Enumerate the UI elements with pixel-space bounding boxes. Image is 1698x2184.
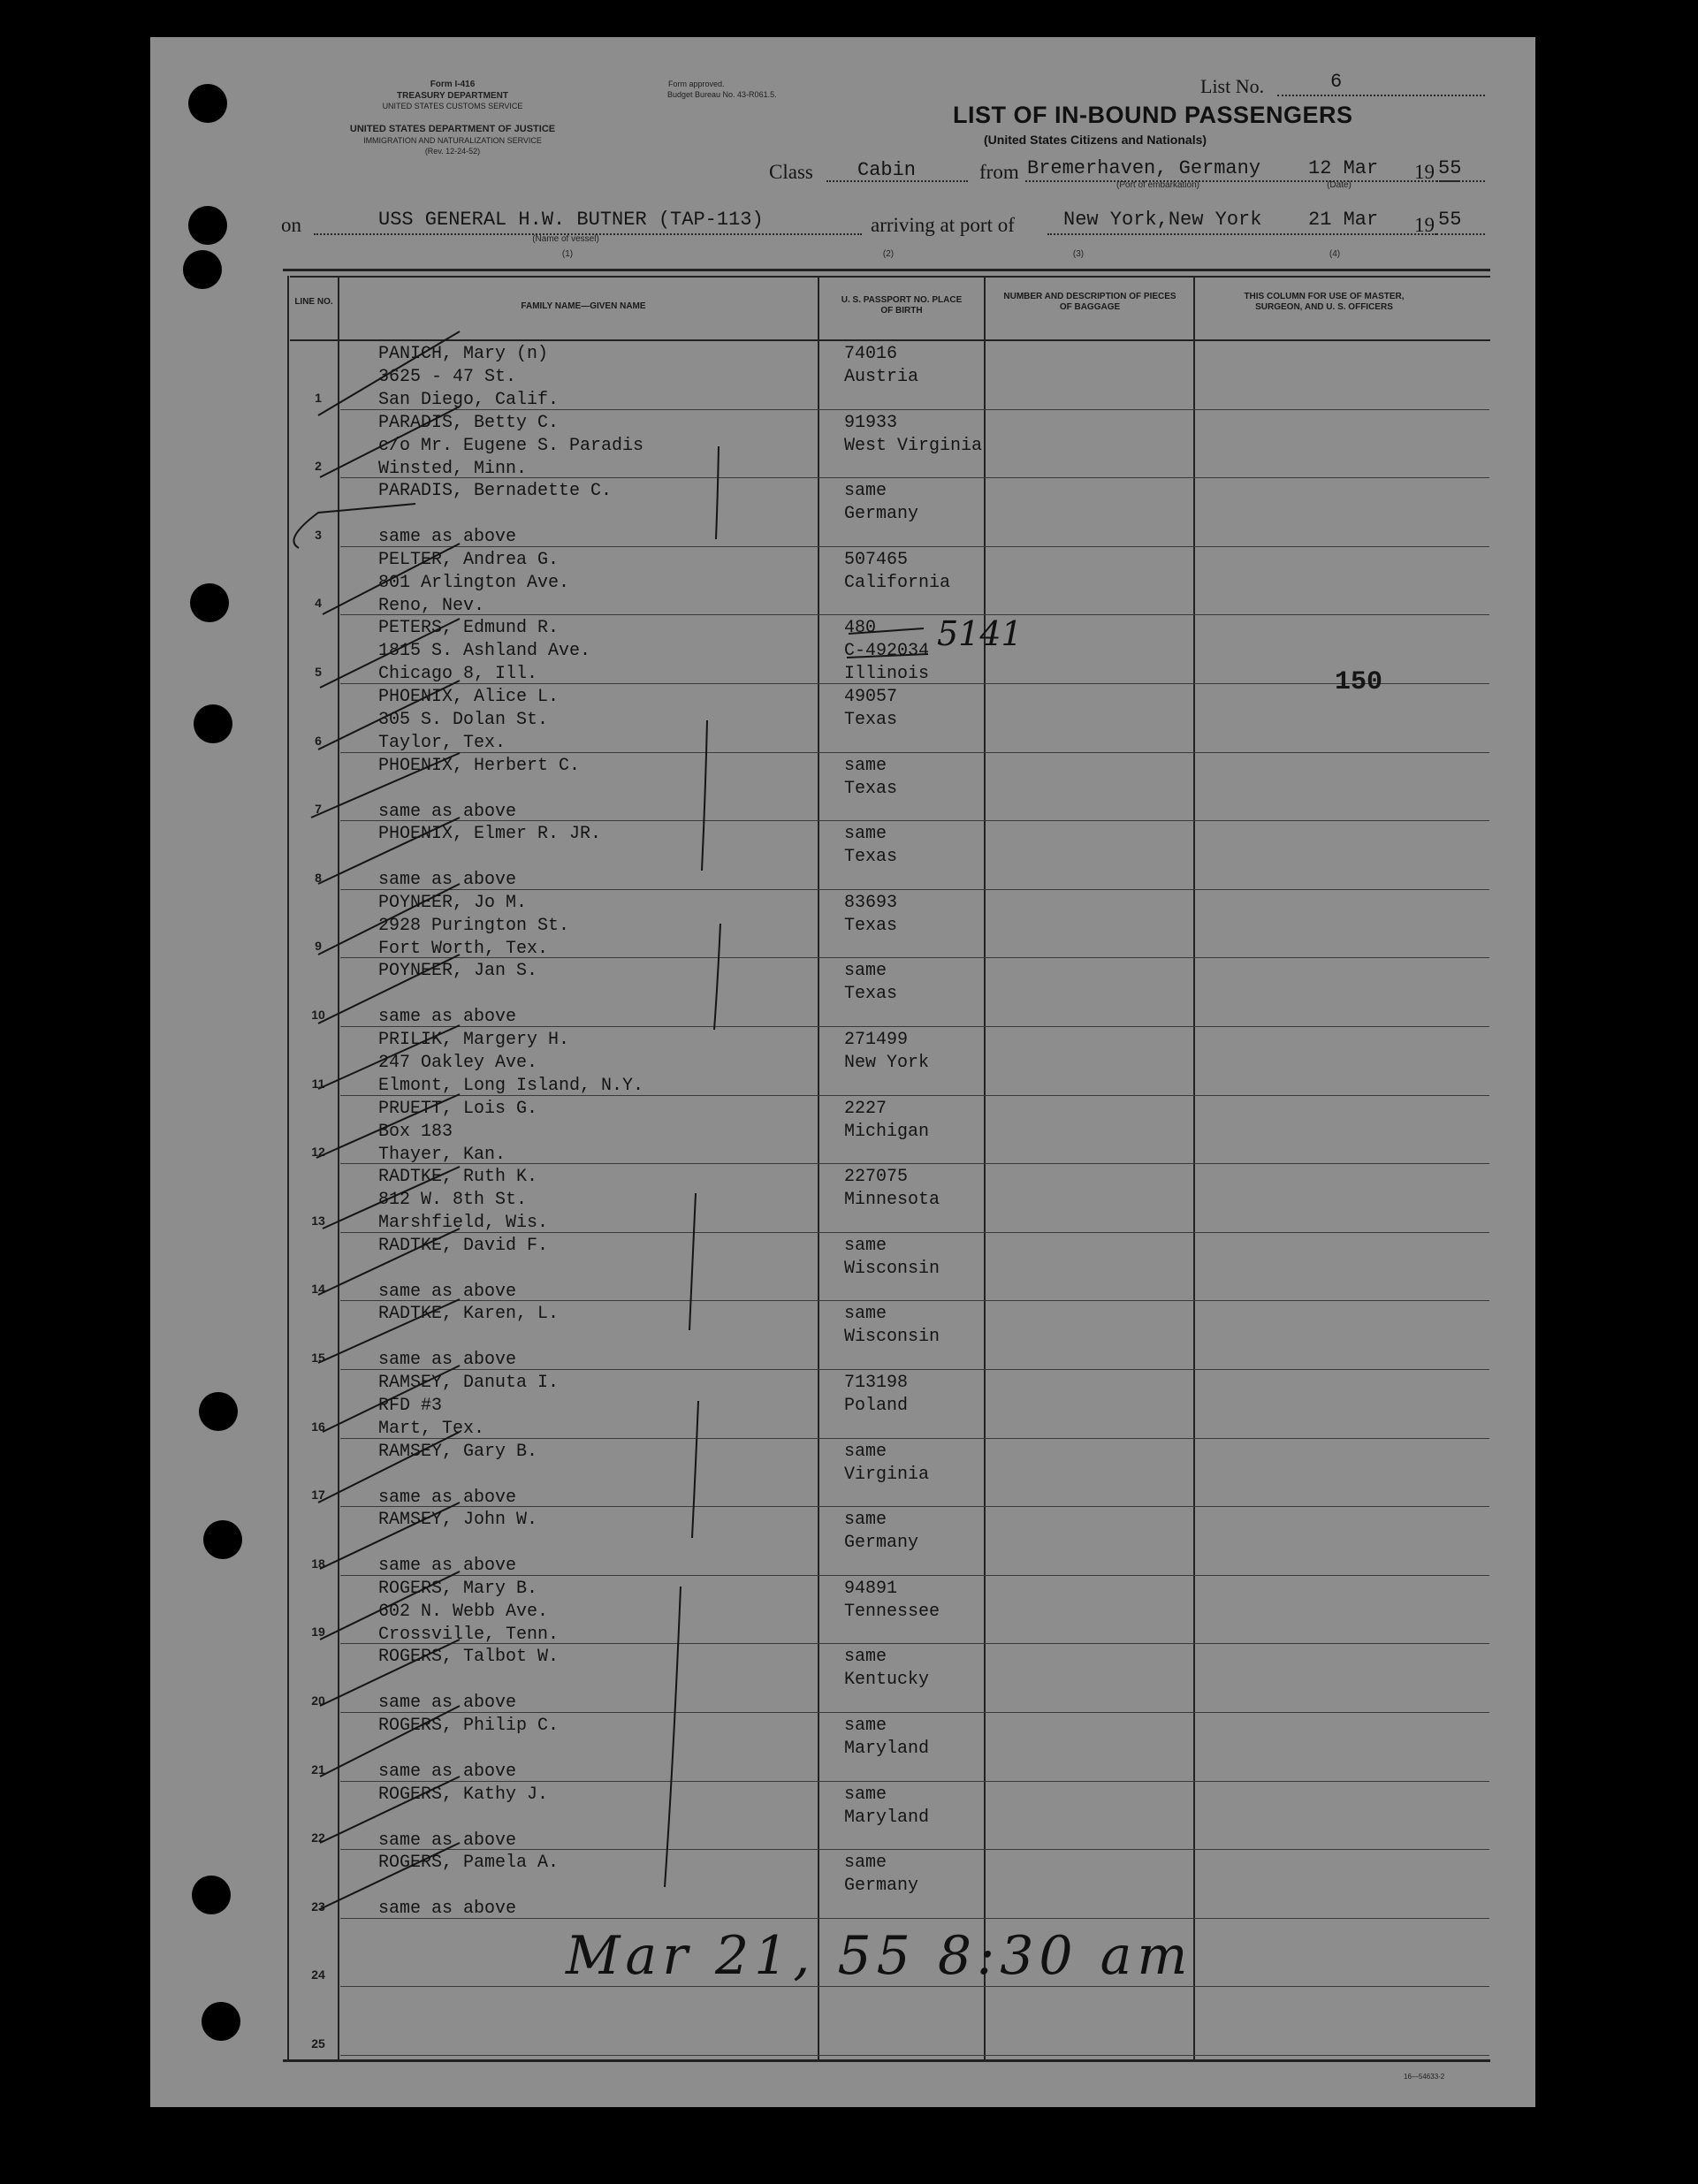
place-of-birth: California bbox=[844, 572, 951, 593]
place-of-birth: Germany bbox=[844, 1533, 919, 1554]
customs-label: UNITED STATES CUSTOMS SERVICE bbox=[382, 102, 523, 110]
place-of-birth: New York bbox=[844, 1053, 930, 1073]
passenger-address: 812 W. 8th St. bbox=[378, 1190, 528, 1211]
passenger-address: 3625 - 47 St. bbox=[378, 367, 517, 387]
form-code: 16—54633-2 bbox=[1404, 2073, 1445, 2081]
passport-number: 2227 bbox=[844, 1098, 887, 1119]
col-header-baggage: NUMBER AND DESCRIPTION OF PIECES OF BAGGAGE bbox=[1003, 292, 1176, 312]
col-header-line-no: LINE NO. bbox=[294, 297, 333, 307]
line-number: 2 bbox=[315, 459, 322, 474]
approval-label: Form approved. bbox=[668, 80, 725, 88]
passenger-name: PANICH, Mary (n) bbox=[378, 344, 549, 364]
line-number: 18 bbox=[311, 1556, 325, 1571]
passenger-address: 1815 S. Ashland Ave. bbox=[378, 641, 591, 662]
arrival-year-prefix: 19 bbox=[1414, 214, 1435, 236]
passenger-address: Taylor, Tex. bbox=[378, 733, 506, 753]
justice-label: UNITED STATES DEPARTMENT OF JUSTICE bbox=[349, 124, 556, 134]
revision-label: (Rev. 12-24-52) bbox=[424, 147, 481, 156]
passenger-name: RAMSEY, Gary B. bbox=[378, 1441, 538, 1462]
passenger-name: ROGERS, Kathy J. bbox=[378, 1784, 549, 1805]
col2-caption: (2) bbox=[882, 249, 895, 259]
page-title: LIST OF IN-BOUND PASSENGERS bbox=[953, 102, 1353, 128]
place-of-birth: Maryland bbox=[844, 1739, 930, 1759]
passenger-address: same as above bbox=[378, 1830, 517, 1851]
list-no-value: 6 bbox=[1330, 71, 1343, 93]
passport-number: same bbox=[844, 1853, 887, 1874]
col1-caption: (1) bbox=[561, 249, 574, 259]
passport-number: 507465 bbox=[844, 549, 909, 570]
passenger-name: PHOENIX, Elmer R. JR. bbox=[378, 824, 602, 845]
passport-number: 94891 bbox=[844, 1578, 898, 1599]
col3-caption: (3) bbox=[1072, 249, 1085, 259]
line-number: 10 bbox=[311, 1008, 325, 1022]
passenger-name: PHOENIX, Herbert C. bbox=[378, 755, 581, 776]
passenger-address: Crossville, Tenn. bbox=[378, 1624, 560, 1645]
passport-number: C-492034 bbox=[844, 641, 930, 662]
passenger-address: Marshfield, Wis. bbox=[378, 1213, 549, 1234]
line-number: 14 bbox=[311, 1282, 325, 1297]
passport-correction: 5141 bbox=[937, 614, 1023, 653]
passenger-address: same as above bbox=[378, 527, 517, 548]
place-of-birth: Germany bbox=[844, 1876, 919, 1897]
list-no-label: List No. bbox=[1200, 75, 1265, 97]
passenger-name: RADTKE, Ruth K. bbox=[378, 1167, 538, 1188]
passenger-address: same as above bbox=[378, 870, 517, 891]
place-of-birth: Texas bbox=[844, 847, 898, 868]
passenger-address: San Diego, Calif. bbox=[378, 390, 560, 410]
passport-number: 271499 bbox=[844, 1030, 909, 1050]
passenger-name: ROGERS, Mary B. bbox=[378, 1578, 538, 1599]
on-label: on bbox=[281, 214, 301, 236]
passenger-address: c/o Mr. Eugene S. Paradis bbox=[378, 435, 644, 456]
passport-number: 83693 bbox=[844, 892, 898, 913]
passenger-address: 801 Arlington Ave. bbox=[378, 572, 570, 593]
place-of-birth: Michigan bbox=[844, 1121, 930, 1142]
passenger-address: same as above bbox=[378, 1007, 517, 1028]
line-number: 12 bbox=[311, 1145, 325, 1160]
embark-port: Bremerhaven, Germany bbox=[1027, 157, 1261, 179]
passport-number: 91933 bbox=[844, 412, 898, 433]
page-subtitle: (United States Citizens and Nationals) bbox=[984, 133, 1207, 147]
from-label: from bbox=[979, 161, 1019, 183]
passport-number: same bbox=[844, 1304, 887, 1325]
passenger-address: same as above bbox=[378, 1762, 517, 1782]
passenger-address: Box 183 bbox=[378, 1121, 453, 1142]
passenger-name: ROGERS, Pamela A. bbox=[378, 1853, 560, 1874]
embark-date: 12 Mar bbox=[1308, 157, 1379, 179]
line-number: 11 bbox=[311, 1076, 325, 1091]
passport-number: same bbox=[844, 1441, 887, 1462]
passport-number: 713198 bbox=[844, 1373, 909, 1393]
passenger-address: RFD #3 bbox=[378, 1396, 443, 1416]
place-of-birth: Minnesota bbox=[844, 1190, 940, 1211]
passenger-name: RADTKE, David F. bbox=[378, 1235, 549, 1256]
line-number: 19 bbox=[311, 1625, 325, 1640]
officer-mark: 150 bbox=[1335, 667, 1383, 697]
passenger-address: same as above bbox=[378, 1556, 517, 1577]
passenger-address: same as above bbox=[378, 1693, 517, 1714]
passenger-name: ROGERS, Philip C. bbox=[378, 1716, 560, 1736]
line-number: 9 bbox=[315, 939, 322, 954]
line-number: 22 bbox=[311, 1830, 325, 1845]
passenger-name: PETERS, Edmund R. bbox=[378, 618, 560, 639]
form-number: Form I-416 bbox=[430, 80, 476, 89]
date-caption: (Date) bbox=[1327, 180, 1352, 190]
passenger-name: PRUETT, Lois G. bbox=[378, 1098, 538, 1119]
passport-number: same bbox=[844, 1510, 887, 1531]
line-number: 6 bbox=[315, 733, 322, 748]
place-of-birth: Tennessee bbox=[844, 1601, 940, 1622]
passenger-name: RAMSEY, Danuta I. bbox=[378, 1373, 560, 1393]
passport-number: 49057 bbox=[844, 687, 898, 707]
passenger-address: Fort Worth, Tex. bbox=[378, 938, 549, 959]
passenger-address: same as above bbox=[378, 1281, 517, 1302]
place-of-birth: West Virginia bbox=[844, 435, 983, 456]
line-number: 1 bbox=[315, 390, 322, 405]
arrival-port: New York,New York bbox=[1063, 209, 1262, 231]
passenger-address: 305 S. Dolan St. bbox=[378, 710, 549, 730]
col-header-name: FAMILY NAME—GIVEN NAME bbox=[521, 301, 646, 311]
embark-caption: (Port of embarkation) bbox=[1116, 180, 1199, 190]
passenger-address: 247 Oakley Ave. bbox=[378, 1053, 538, 1073]
passenger-name: RAMSEY, John W. bbox=[378, 1510, 538, 1531]
passport-number: same bbox=[844, 1784, 887, 1805]
passenger-address: Mart, Tex. bbox=[378, 1419, 485, 1439]
line-number: 23 bbox=[311, 1899, 325, 1914]
embark-year: 55 bbox=[1438, 157, 1462, 179]
passenger-address: Elmont, Long Island, N.Y. bbox=[378, 1076, 644, 1096]
passenger-name: ROGERS, Talbot W. bbox=[378, 1647, 560, 1668]
place-of-birth: Wisconsin bbox=[844, 1327, 940, 1348]
budget-label: Budget Bureau No. 43-R061.5. bbox=[667, 90, 777, 99]
passenger-address: Reno, Nev. bbox=[378, 595, 485, 616]
place-of-birth: Texas bbox=[844, 710, 898, 730]
passenger-name: PARADIS, Bernadette C. bbox=[378, 481, 613, 502]
line-number: 7 bbox=[315, 802, 322, 817]
passenger-name: RADTKE, Karen, L. bbox=[378, 1304, 560, 1325]
passenger-address: Chicago 8, Ill. bbox=[378, 664, 538, 685]
passport-number: same bbox=[844, 961, 887, 982]
passport-number: same bbox=[844, 1235, 887, 1256]
col-header-passport: U. S. PASSPORT NO. PLACE OF BIRTH bbox=[841, 295, 963, 316]
place-of-birth: Texas bbox=[844, 778, 898, 799]
inspector-signature: Mar 21, 55 8:30 am bbox=[566, 1925, 1193, 1987]
passenger-address: same as above bbox=[378, 1899, 517, 1920]
place-of-birth: Texas bbox=[844, 915, 898, 936]
arrival-year: 55 bbox=[1438, 209, 1462, 231]
passenger-name: PHOENIX, Alice L. bbox=[378, 687, 560, 707]
passenger-address: 2928 Purington St. bbox=[378, 915, 570, 936]
passport-number: same bbox=[844, 755, 887, 776]
line-number: 4 bbox=[315, 596, 322, 611]
line-number: 8 bbox=[315, 870, 322, 885]
place-of-birth: Texas bbox=[844, 984, 898, 1005]
class-value: Cabin bbox=[857, 159, 917, 181]
passport-number: same bbox=[844, 824, 887, 845]
embark-year-prefix: 19 bbox=[1414, 161, 1435, 183]
passenger-address: Winsted, Minn. bbox=[378, 458, 528, 479]
col4-caption: (4) bbox=[1329, 249, 1341, 259]
col-header-officers: THIS COLUMN FOR USE OF MASTER, SURGEON, AND U. S. OFFICERS bbox=[1244, 292, 1405, 312]
passenger-address: same as above bbox=[378, 1487, 517, 1508]
passenger-address: same as above bbox=[378, 801, 517, 822]
place-of-birth: Kentucky bbox=[844, 1670, 930, 1691]
passport-number: same bbox=[844, 481, 887, 502]
place-of-birth: Maryland bbox=[844, 1807, 930, 1828]
passenger-name: POYNEER, Jo M. bbox=[378, 892, 528, 913]
passenger-address: same as above bbox=[378, 1350, 517, 1371]
arriving-label: arriving at port of bbox=[871, 214, 1015, 236]
passenger-name: POYNEER, Jan S. bbox=[378, 961, 538, 982]
passenger-address: Thayer, Kan. bbox=[378, 1144, 506, 1165]
line-number: 25 bbox=[311, 2036, 325, 2051]
passport-number: same bbox=[844, 1716, 887, 1736]
line-number: 20 bbox=[311, 1693, 325, 1708]
passport-number: 227075 bbox=[844, 1167, 909, 1188]
place-of-birth: Virginia bbox=[844, 1464, 930, 1485]
class-label: Class bbox=[769, 161, 813, 183]
passenger-name: PRILIK, Margery H. bbox=[378, 1030, 570, 1050]
passenger-name: PELTER, Andrea G. bbox=[378, 549, 560, 570]
line-number: 17 bbox=[311, 1488, 325, 1503]
line-number: 13 bbox=[311, 1213, 325, 1228]
passport-number: 480 bbox=[844, 618, 877, 639]
passport-number: 74016 bbox=[844, 344, 898, 364]
passport-number: same bbox=[844, 1647, 887, 1668]
arrival-date: 21 Mar bbox=[1308, 209, 1379, 231]
place-of-birth: Poland bbox=[844, 1396, 909, 1416]
passenger-name: PARADIS, Betty C. bbox=[378, 412, 560, 433]
place-of-birth: Wisconsin bbox=[844, 1258, 940, 1279]
place-of-birth: Illinois bbox=[844, 664, 930, 685]
line-number: 5 bbox=[315, 665, 322, 679]
place-of-birth: Austria bbox=[844, 367, 919, 387]
vessel-caption: (Name of vessel) bbox=[532, 234, 599, 244]
place-of-birth: Germany bbox=[844, 504, 919, 525]
ins-label: IMMIGRATION AND NATURALIZATION SERVICE bbox=[363, 136, 542, 145]
line-number: 24 bbox=[311, 1967, 325, 1982]
vessel-name: USS GENERAL H.W. BUTNER (TAP-113) bbox=[378, 209, 764, 231]
line-number: 3 bbox=[315, 527, 322, 542]
line-number: 21 bbox=[311, 1762, 325, 1777]
passenger-address: 602 N. Webb Ave. bbox=[378, 1601, 549, 1622]
line-number: 16 bbox=[311, 1419, 325, 1434]
treasury-label: TREASURY DEPARTMENT bbox=[397, 91, 508, 101]
line-number: 15 bbox=[311, 1351, 325, 1365]
